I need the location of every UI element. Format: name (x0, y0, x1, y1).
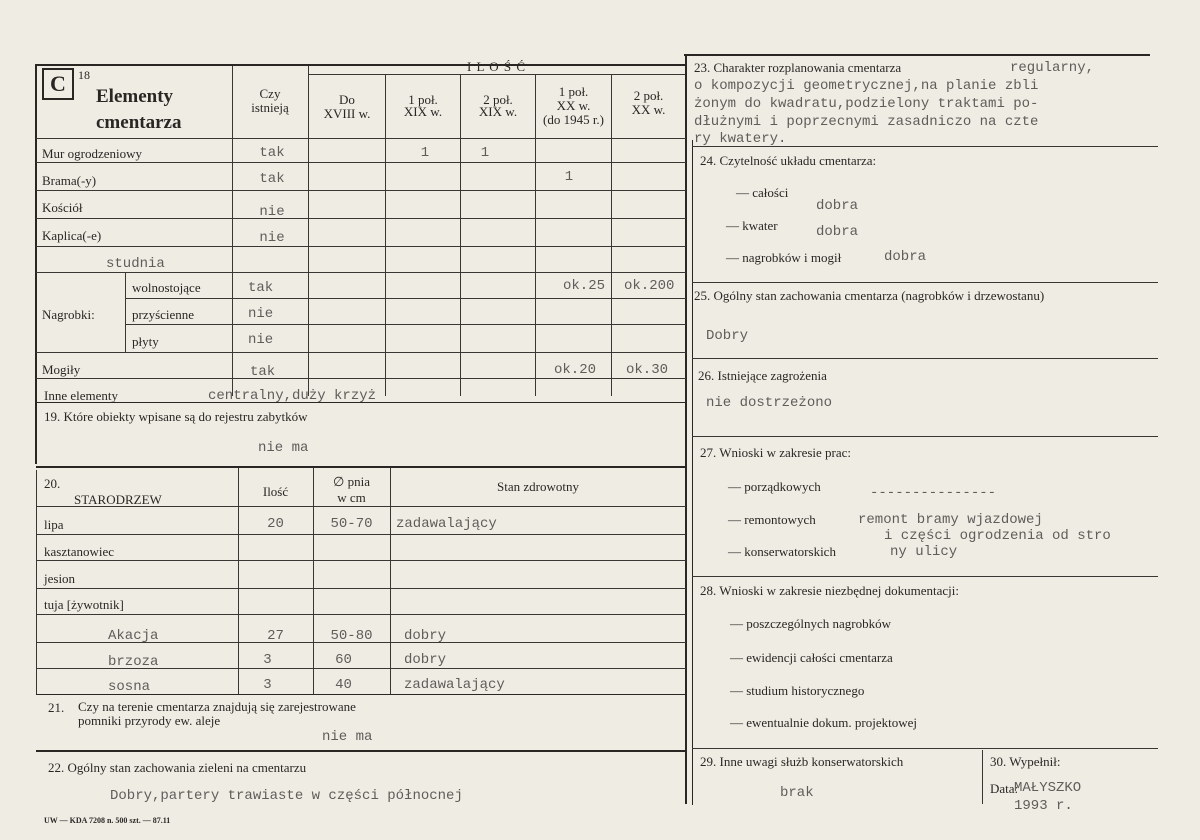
row-brama-p4: 1 (564, 169, 574, 185)
q24-item-label: — nagrobków i mogił (726, 250, 842, 265)
row-przysc-label: przyścienne (132, 307, 195, 322)
period-2-l2: XIX w. (403, 104, 443, 119)
q23-answer-line: żonym do kwadratu,podzielony traktami po- (694, 96, 1039, 112)
rule (685, 54, 687, 804)
q21-num: 21. (48, 700, 65, 715)
rule (232, 66, 233, 396)
rule (982, 750, 983, 804)
rule (35, 64, 37, 464)
row-inne-value: centralny,duży krzyż (208, 388, 377, 404)
period-3-l1: 2 poł. (483, 92, 513, 107)
tree-row-diam: 50-70 (330, 516, 373, 532)
rule (125, 324, 686, 325)
row-studnia-label: studnia (106, 256, 165, 272)
tree-row-diam: 40 (335, 677, 352, 693)
q23-answer-line: ry kwatery. (694, 131, 787, 147)
rule (36, 534, 686, 535)
q21-line1: Czy na terenie cmentarza znajdują się zarejestrowane (78, 699, 356, 714)
tree-row-state: zadawalający (404, 677, 505, 693)
rule (684, 54, 1150, 56)
period-3-l2: XIX w. (478, 104, 518, 119)
tree-row-name: Akacja (108, 628, 159, 644)
rule (36, 378, 686, 379)
q28-item: — poszczególnych nagrobków (730, 616, 892, 631)
tree-row-name: jesion (44, 571, 76, 586)
row-mogily-p5: ok.30 (626, 362, 669, 378)
q19-label: 19. Które obiekty wpisane są do rejestru zabytków (44, 409, 308, 424)
footer-print-info: UW — KDA 7208 n. 500 szt. — 87.11 (44, 816, 171, 825)
q23-answer-line: dłużnymi i poprzecnymi zasadniczo na czte (694, 114, 1039, 130)
tree-row-qty: 20 (267, 516, 284, 532)
q24-label: 24. Czytelność układu cmentarza: (700, 153, 877, 168)
q29-answer: brak (780, 785, 814, 801)
rule (308, 74, 685, 75)
q23-answer-line: regularny, (1010, 60, 1095, 76)
rule (692, 576, 1158, 577)
tree-row-qty: 3 (263, 652, 272, 668)
rule (36, 470, 37, 695)
title-line1: Elementy (96, 86, 174, 107)
row-mur-label: Mur ogrodzeniowy (42, 146, 143, 161)
rule (692, 748, 1158, 749)
q24-item-label: — kwater (726, 218, 778, 233)
tree-row-state: dobry (404, 628, 447, 644)
trees-col-pien: ∅ pnia (333, 474, 370, 489)
rule (125, 298, 686, 299)
row-brama-label: Brama(-y) (42, 173, 97, 188)
row-kosciol-label: Kościół (42, 200, 83, 215)
rule (36, 272, 686, 273)
row-wolno-exists: tak (248, 280, 274, 296)
tree-row-qty: 27 (267, 628, 284, 644)
trees-col-ilosc: Ilość (262, 484, 289, 499)
q27-item-value: --------------- (870, 485, 997, 501)
q28-label: 28. Wnioski w zakresie niezbędnej dokumentacji: (700, 583, 959, 598)
q27-item-value: ny ulicy (890, 544, 958, 560)
rule (125, 272, 126, 352)
q23-answer-line: o kompozycji geometrycznej,na planie zbli (694, 78, 1039, 94)
rule (36, 352, 686, 353)
q24-item-label: — całości (736, 185, 789, 200)
row-kosciol-exists: nie (259, 204, 285, 220)
row-przysc-exists: nie (248, 306, 274, 322)
period-4-l2: XX w. (556, 98, 591, 113)
trees-title: STARODRZEW (74, 492, 162, 507)
row-mogily-exists: tak (250, 364, 276, 380)
q26-answer: nie dostrzeżono (706, 395, 833, 411)
tree-row-diam: 50-80 (330, 628, 373, 644)
q27-item-label: — porządkowych (728, 479, 821, 494)
rule (36, 614, 686, 615)
period-1-l2: XVIII w. (323, 106, 371, 121)
row-brama-exists: tak (259, 171, 285, 187)
q28-item: — studium historycznego (730, 683, 865, 698)
row-kaplica-label: Kaplica(-e) (42, 228, 102, 243)
rule (36, 466, 686, 468)
rule (36, 162, 686, 163)
section-letter-box: C (42, 68, 74, 100)
period-5-l2: XX w. (631, 102, 666, 117)
q27-item-label: — remontowych (728, 512, 816, 527)
q26-label: 26. Istniejące zagrożenia (698, 368, 827, 383)
rule (692, 282, 1158, 283)
rule (36, 138, 686, 139)
rule (385, 74, 386, 396)
tree-row-name: sosna (108, 679, 151, 695)
tree-row-name: brzoza (108, 654, 159, 670)
q28-item: — ewentualnie dokum. projektowej (730, 715, 918, 730)
q21-answer: nie ma (322, 729, 373, 745)
tree-row-diam: 60 (335, 652, 352, 668)
row-wolno-p5: ok.200 (624, 278, 675, 294)
row-plyty-exists: nie (248, 332, 274, 348)
rule (692, 358, 1158, 359)
row-kaplica-exists: nie (259, 230, 285, 246)
q27-label: 27. Wnioski w zakresie prac: (700, 445, 852, 460)
period-4-l1: 1 poł. (558, 84, 589, 99)
q27-continuation: i części ogrodzenia od stro (884, 528, 1111, 544)
trees-num: 20. (44, 476, 61, 491)
row-mur-p2: 1 (420, 145, 430, 161)
section-number: 18 (78, 68, 90, 82)
q30-year: 1993 r. (1014, 798, 1073, 814)
q27-item-value: remont bramy wjazdowej (858, 512, 1043, 528)
q24-item-value: dobra (884, 249, 927, 265)
czy-label-2: istnieją (251, 100, 289, 115)
trees-col-pien-unit: w cm (337, 490, 366, 505)
period-1-l1: Do (339, 92, 355, 107)
rule (611, 74, 612, 396)
q23-label: 23. Charakter rozplanowania cmentarza (694, 60, 902, 75)
rule (692, 436, 1158, 437)
rule (36, 750, 686, 752)
q30-label: 30. Wypełnił: (990, 754, 1061, 769)
q22-label: 22. Ogólny stan zachowania zieleni na cmentarzu (48, 760, 307, 775)
row-mur-p3: 1 (480, 145, 490, 161)
nagrobki-label: Nagrobki: (42, 307, 95, 322)
q27-item-label: — konserwatorskich (728, 544, 836, 559)
tree-row-name: lipa (44, 517, 64, 532)
tree-row-state: dobry (404, 652, 447, 668)
tree-row-qty: 3 (263, 677, 272, 693)
row-wolno-label: wolnostojące (132, 280, 201, 295)
q25-answer: Dobry (706, 328, 749, 344)
period-5-l1: 2 poł. (633, 88, 664, 103)
rule (36, 218, 686, 219)
row-mogily-p4: ok.20 (554, 362, 597, 378)
q25-label: 25. Ogólny stan zachowania cmentarza (nagrobków i drzewostanu) (694, 288, 1045, 303)
trees-col-stan: Stan zdrowotny (497, 479, 579, 494)
row-wolno-p4: ok.25 (563, 278, 606, 294)
q30-date-label: Data: (990, 781, 1019, 796)
row-inne-label: Inne elementy (44, 388, 118, 403)
q24-item-value: dobra (816, 224, 859, 240)
ilosc-header: I L O Ś Ć (466, 59, 527, 74)
q30-name: MAŁYSZKO (1014, 780, 1082, 796)
tree-row-state: zadawalający (396, 516, 497, 532)
q22-answer: Dobry,partery trawiaste w części północnej (110, 788, 463, 804)
q21-line2: pomniki przyrody ew. aleje (78, 713, 221, 728)
q19-answer: nie ma (258, 440, 309, 456)
row-mogily-label: Mogiły (42, 362, 81, 377)
rule (390, 468, 391, 695)
q28-item: — ewidencji całości cmentarza (730, 650, 893, 665)
tree-row-name: tuja [żywotnik] (44, 597, 124, 612)
title-line2: cmentarza (96, 112, 182, 133)
rule (36, 588, 686, 589)
tree-row-name: kasztanowiec (44, 544, 115, 559)
rule (36, 246, 686, 247)
period-4-l3: (do 1945 r.) (542, 112, 605, 127)
q29-label: 29. Inne uwagi służb konserwatorskich (700, 754, 904, 769)
row-plyty-label: płyty (132, 334, 159, 349)
period-2-l1: 1 poł. (408, 92, 438, 107)
q24-item-value: dobra (816, 198, 859, 214)
czy-label: Czy (259, 86, 281, 101)
rule (692, 140, 693, 805)
rule (36, 560, 686, 561)
row-mur-exists: tak (259, 145, 285, 161)
rule (36, 190, 686, 191)
rule (460, 74, 461, 396)
